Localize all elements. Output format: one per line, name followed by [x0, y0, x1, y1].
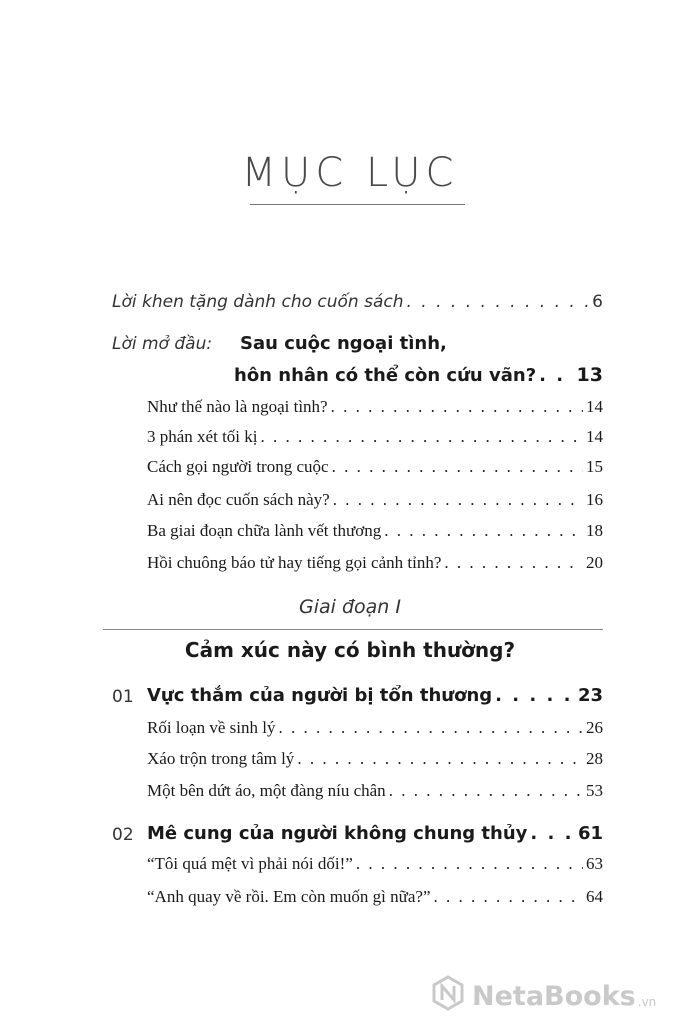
toc-subentry-page: 14 [586, 427, 603, 446]
toc-entry-page: 6 [592, 292, 603, 312]
dot-leader [260, 427, 583, 447]
dot-leader [495, 685, 575, 706]
toc-subentry[interactable] [147, 887, 603, 907]
dot-leader [278, 718, 583, 738]
prologue-label: Lời mở đầu: [112, 334, 213, 354]
chapter-number: 02 [112, 825, 134, 845]
prologue-title-line2: hôn nhân có thể còn cứu vãn? [234, 365, 537, 386]
netabooks-logo-icon [430, 975, 472, 1018]
toc-chapter[interactable] [147, 823, 603, 844]
chapter-number: 01 [112, 687, 134, 707]
dot-leader [434, 887, 584, 907]
toc-subentry[interactable] [147, 427, 603, 447]
toc-entry-label: Lời khen tặng dành cho cuốn sách [112, 292, 404, 312]
title-underline [250, 204, 465, 205]
toc-chapter[interactable] [147, 685, 603, 706]
toc-subentry-page: 28 [586, 749, 603, 768]
dot-leader [384, 521, 583, 541]
toc-subentry[interactable] [147, 490, 603, 510]
toc-subentry-page: 14 [586, 397, 603, 416]
toc-subentry[interactable] [147, 553, 603, 573]
dot-leader [389, 781, 583, 801]
chapter-page: 23 [577, 685, 603, 706]
toc-subentry-label: “Anh quay về rồi. Em còn muốn gì nữa?” [147, 887, 431, 906]
stage-label: Giai đoạn I [299, 596, 401, 618]
toc-subentry-page: 26 [586, 718, 603, 737]
toc-entry-prologue[interactable] [234, 364, 603, 386]
dot-leader [444, 553, 583, 573]
chapter-page: 61 [577, 823, 603, 844]
toc-subentry-label: Ai nên đọc cuốn sách này? [147, 490, 330, 509]
toc-subentry-page: 20 [586, 553, 603, 572]
dot-leader [407, 292, 590, 312]
toc-subentry[interactable] [147, 749, 603, 769]
toc-subentry-label: Cách gọi người trong cuộc [147, 457, 329, 476]
chapter-title: Vực thẳm của người bị tổn thương [147, 685, 493, 706]
toc-subentry-page: 18 [586, 521, 603, 540]
dot-leader [530, 823, 575, 844]
prologue-title-line1[interactable]: Sau cuộc ngoại tình, [240, 333, 447, 354]
watermark-brand: NetaBooks [472, 981, 636, 1012]
toc-subentry-page: 64 [586, 887, 603, 906]
toc-subentry-page: 16 [586, 490, 603, 509]
toc-subentry-label: 3 phán xét tối kị [147, 427, 258, 446]
toc-subentry-label: Như thế nào là ngoại tình? [147, 397, 328, 416]
dot-leader [333, 490, 583, 510]
stage-divider [103, 629, 603, 630]
dot-leader [539, 365, 573, 386]
toc-subentry-label: Hồi chuông báo tử hay tiếng gọi cảnh tỉnh? [147, 553, 442, 572]
stage-title[interactable]: Cảm xúc này có bình thường? [184, 638, 516, 662]
chapter-title: Mê cung của người không chung thủy [147, 823, 528, 844]
dot-leader [356, 854, 583, 874]
toc-subentry[interactable] [147, 397, 603, 417]
toc-subentry-page: 53 [586, 781, 603, 800]
dot-leader [331, 397, 583, 417]
toc-entry-page: 13 [576, 364, 603, 386]
toc-subentry-label: Một bên dứt áo, một đàng níu chân [147, 781, 386, 800]
toc-entry-intro[interactable] [112, 292, 603, 312]
toc-subentry[interactable] [147, 781, 603, 801]
toc-subentry-page: 15 [586, 457, 603, 476]
toc-subentry[interactable] [147, 457, 603, 477]
watermark-suffix: .vn [637, 994, 657, 1009]
toc-subentry[interactable] [147, 521, 603, 541]
toc-subentry-page: 63 [586, 854, 603, 873]
dot-leader [297, 749, 583, 769]
toc-subentry-label: “Tôi quá mệt vì phải nói dối!” [147, 854, 353, 873]
toc-subentry[interactable] [147, 718, 603, 738]
toc-subentry[interactable] [147, 854, 603, 874]
watermark [430, 975, 656, 1018]
toc-subentry-label: Ba giai đoạn chữa lành vết thương [147, 521, 382, 540]
toc-subentry-label: Rối loạn về sinh lý [147, 718, 276, 737]
toc-subentry-label: Xáo trộn trong tâm lý [147, 749, 295, 768]
dot-leader [332, 457, 583, 477]
page-title: MỤC LỤC [241, 150, 459, 196]
